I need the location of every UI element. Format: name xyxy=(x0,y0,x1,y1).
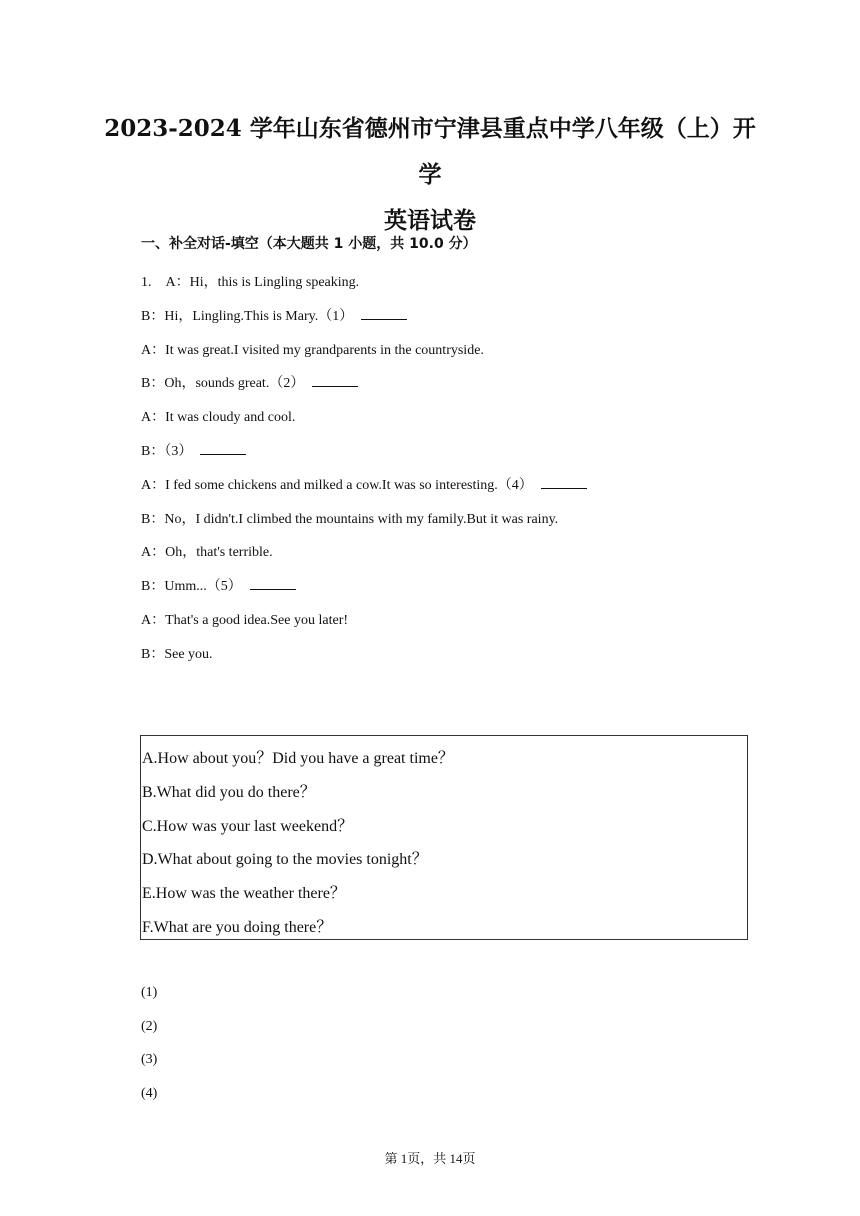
dialogue-line: B：See you. xyxy=(141,647,213,662)
dialogue-line: B：（3） xyxy=(141,440,246,460)
dialogue-line: B：Oh，sounds great.（2） xyxy=(141,372,358,392)
section-heading: 一、补全对话-填空（本大题共 1 小题，共 10.0 分） xyxy=(141,236,477,252)
dialogue-line: B：No，I didn't.I climbed the mountains with my family.But it was rainy. xyxy=(141,512,559,527)
page-title xyxy=(100,106,760,244)
option-c: C.How was your last weekend？ xyxy=(142,818,354,835)
option-a: A.How about you？Did you have a great time？ xyxy=(142,750,454,767)
option-b: B.What did you do there？ xyxy=(142,784,316,801)
page-footer: 第 1页，共 14页 xyxy=(384,1151,476,1166)
option-d: D.What about going to the movies tonight？ xyxy=(142,851,428,868)
options-box xyxy=(140,735,748,940)
dialogue-line: B：Umm...（5） xyxy=(141,575,296,595)
dialogue-line: B：Hi，Lingling.This is Mary.（1） xyxy=(141,305,407,325)
answer-blank[interactable] xyxy=(200,442,246,455)
answer-blank[interactable] xyxy=(312,374,358,387)
dialogue-line: A：I fed some chickens and milked a cow.It was so interesting.（4） xyxy=(141,474,587,494)
dialogue-line: A：That's a good idea.See you later! xyxy=(141,613,349,628)
option-e: E.How was the weather there？ xyxy=(142,885,346,902)
title-line-1: 2023-2024 学年山东省德州市宁津县重点中学八年级（上）开学 xyxy=(104,115,756,188)
answer-label-2: (2) xyxy=(141,1019,158,1034)
answer-label-4: (4) xyxy=(141,1086,158,1101)
answer-blank[interactable] xyxy=(541,476,587,489)
dialogue-line: A：Oh，that's terrible. xyxy=(141,545,273,560)
dialogue-line: A：It was cloudy and cool. xyxy=(141,410,296,425)
dialogue-line: A：It was great.I visited my grandparents in the countryside. xyxy=(141,343,484,358)
title-line-2: 英语试卷 xyxy=(384,207,476,234)
answer-label-1: (1) xyxy=(141,985,158,1000)
option-f: F.What are you doing there？ xyxy=(142,919,333,936)
answer-blank[interactable] xyxy=(361,307,407,320)
dialogue-line: 1. A：Hi，this is Lingling speaking. xyxy=(141,275,360,290)
answer-label-3: (3) xyxy=(141,1052,158,1067)
answer-blank[interactable] xyxy=(250,577,296,590)
